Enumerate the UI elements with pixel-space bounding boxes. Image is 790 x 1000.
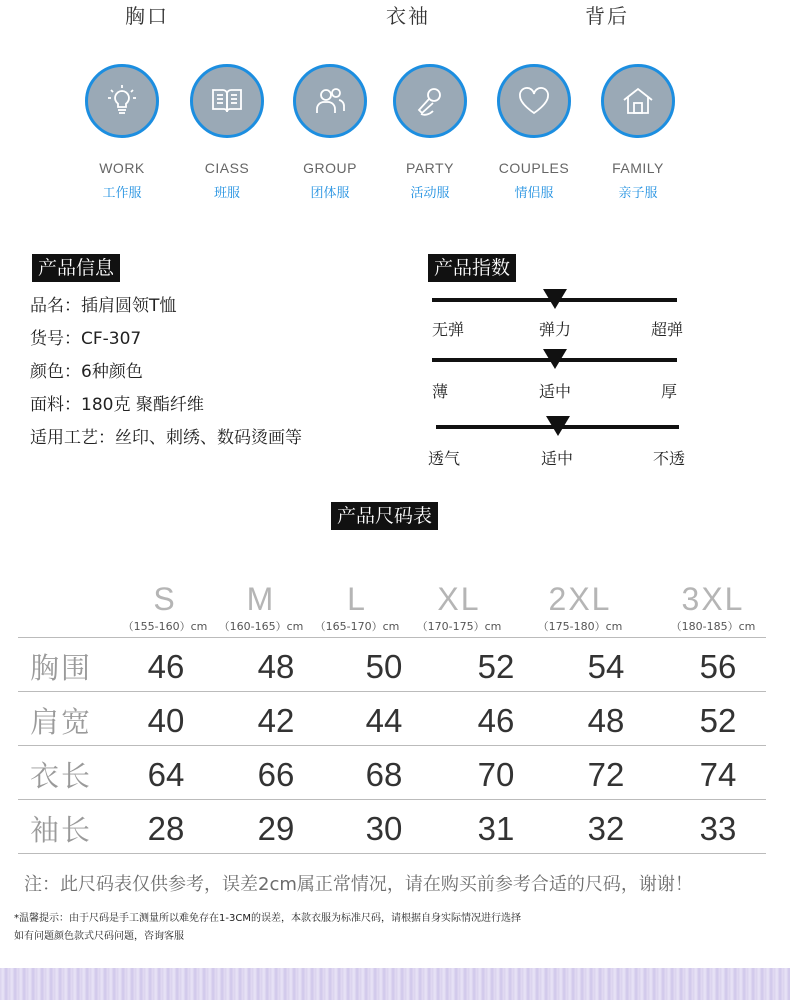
usage-cn-label: 工作服 <box>102 186 142 201</box>
usage-cn-label: 班服 <box>213 186 240 201</box>
row-label: 衣长 <box>30 759 93 793</box>
table-cell: 56 <box>699 648 737 685</box>
table-cell: 50 <box>365 648 403 685</box>
info-fabric: 面料：180克 聚酯纤维 <box>30 395 204 415</box>
size-name: 3XL <box>681 581 745 617</box>
usage-cn-label: 活动服 <box>410 186 450 201</box>
table-cell: 46 <box>147 648 185 685</box>
table-cell: 29 <box>257 810 295 847</box>
table-cell: 54 <box>587 648 625 685</box>
size-name: XL <box>437 581 481 617</box>
product-index-title: 产品指数 <box>428 254 516 282</box>
info-process: 适用工艺：丝印、刺绣、数码烫画等 <box>30 428 302 448</box>
row-label: 胸围 <box>30 651 93 685</box>
size-range: （160-165）cm <box>218 620 304 633</box>
product-info-list <box>30 290 302 455</box>
index-middle-label: 适中 <box>541 449 574 468</box>
index-marker <box>543 289 567 309</box>
index-marker <box>543 349 567 369</box>
microphone-icon <box>393 64 467 138</box>
usage-en-label: COUPLES <box>498 160 570 176</box>
usage-en-label: GROUP <box>303 160 357 176</box>
table-cell: 46 <box>477 702 515 739</box>
index-left-label: 薄 <box>432 382 449 401</box>
book-icon <box>190 64 264 138</box>
size-col-2xl <box>535 582 625 634</box>
table-row <box>18 640 766 694</box>
usage-en-label: FAMILY <box>612 160 664 176</box>
index-marker <box>546 416 570 436</box>
table-cell: 44 <box>365 702 403 739</box>
table-cell: 40 <box>147 702 185 739</box>
table-cell: 32 <box>587 810 625 847</box>
table-cell: 74 <box>699 756 737 793</box>
product-info-title: 产品信息 <box>32 254 120 282</box>
index-middle-label: 适中 <box>539 382 572 401</box>
heart-icon <box>497 64 571 138</box>
index-right-label: 不透 <box>652 449 685 468</box>
usage-cn-label: 情侣服 <box>514 186 554 201</box>
group-icon <box>293 64 367 138</box>
table-divider <box>18 799 766 800</box>
usage-en-label: CIASS <box>204 160 250 176</box>
house-icon <box>601 64 675 138</box>
print-position-labels <box>0 0 790 30</box>
index-thickness <box>432 347 677 407</box>
index-breathability <box>428 414 685 474</box>
table-divider <box>18 637 766 638</box>
table-cell: 28 <box>147 810 185 847</box>
row-label: 肩宽 <box>30 705 93 739</box>
table-cell: 52 <box>699 702 737 739</box>
table-cell: 64 <box>147 756 185 793</box>
usage-item-family <box>588 64 688 201</box>
decorative-band <box>0 968 790 1000</box>
size-col-l <box>312 582 402 634</box>
table-divider <box>18 853 766 854</box>
table-row <box>18 802 766 856</box>
size-range: （155-160）cm <box>122 620 208 633</box>
size-range: （175-180）cm <box>537 620 623 633</box>
usage-item-group <box>280 64 380 201</box>
usage-cn-label: 亲子服 <box>618 186 658 201</box>
size-table-title: 产品尺码表 <box>331 502 438 530</box>
size-name: S <box>153 581 177 617</box>
label-chest: 胸口 <box>125 4 169 28</box>
usage-cn-label: 团体服 <box>310 186 350 201</box>
table-cell: 30 <box>365 810 403 847</box>
table-cell: 70 <box>477 756 515 793</box>
label-sleeve: 衣袖 <box>386 4 430 28</box>
size-name: L <box>347 581 367 617</box>
usage-item-party <box>380 64 480 201</box>
size-col-xl <box>414 582 504 634</box>
usage-en-label: WORK <box>99 160 145 176</box>
size-range: （165-170）cm <box>314 620 400 633</box>
info-name: 品名：插肩圆领T恤 <box>30 296 177 316</box>
size-name: M <box>246 581 276 617</box>
index-left-label: 透气 <box>428 449 461 468</box>
index-middle-label: 弹力 <box>539 320 572 339</box>
size-range: （170-175）cm <box>416 620 502 633</box>
table-cell: 42 <box>257 702 295 739</box>
index-elasticity <box>432 287 683 347</box>
table-cell: 33 <box>699 810 737 847</box>
usage-item-class <box>177 64 277 201</box>
usage-item-couples <box>484 64 584 201</box>
size-range: （180-185）cm <box>670 620 756 633</box>
table-divider <box>18 745 766 746</box>
index-left-label: 无弹 <box>432 320 465 339</box>
info-color: 颜色：6种颜色 <box>30 362 143 382</box>
size-note: 注：此尺码表仅供参考，误差2cm属正常情况，请在购买前参考合适的尺码，谢谢！ <box>24 874 693 895</box>
size-header <box>0 582 790 636</box>
usage-item-work <box>72 64 172 201</box>
table-cell: 48 <box>587 702 625 739</box>
info-code: 货号：CF-307 <box>30 329 142 349</box>
row-label: 袖长 <box>30 813 93 847</box>
usage-row <box>0 64 790 214</box>
table-cell: 52 <box>477 648 515 685</box>
size-name: 2XL <box>548 581 612 617</box>
table-cell: 68 <box>365 756 403 793</box>
table-cell: 48 <box>257 648 295 685</box>
tip-line-2: 如有问题颜色款式尺码问题，咨询客服 <box>14 931 184 942</box>
size-col-m <box>216 582 306 634</box>
size-col-s <box>120 582 210 634</box>
size-col-3xl <box>668 582 758 634</box>
label-back: 背后 <box>585 4 629 28</box>
lightbulb-icon <box>85 64 159 138</box>
table-divider <box>18 691 766 692</box>
table-cell: 31 <box>477 810 515 847</box>
tip-line-1: *温馨提示：由于尺码是手工测量所以难免存在1-3CM的误差，本款衣服为标准尺码，请根据自身实际情况进行选择 <box>14 913 521 924</box>
index-right-label: 超弹 <box>650 320 683 339</box>
table-row <box>18 748 766 802</box>
table-cell: 72 <box>587 756 625 793</box>
table-row <box>18 694 766 748</box>
table-cell: 66 <box>257 756 295 793</box>
index-right-label: 厚 <box>660 382 677 401</box>
usage-en-label: PARTY <box>406 160 454 176</box>
